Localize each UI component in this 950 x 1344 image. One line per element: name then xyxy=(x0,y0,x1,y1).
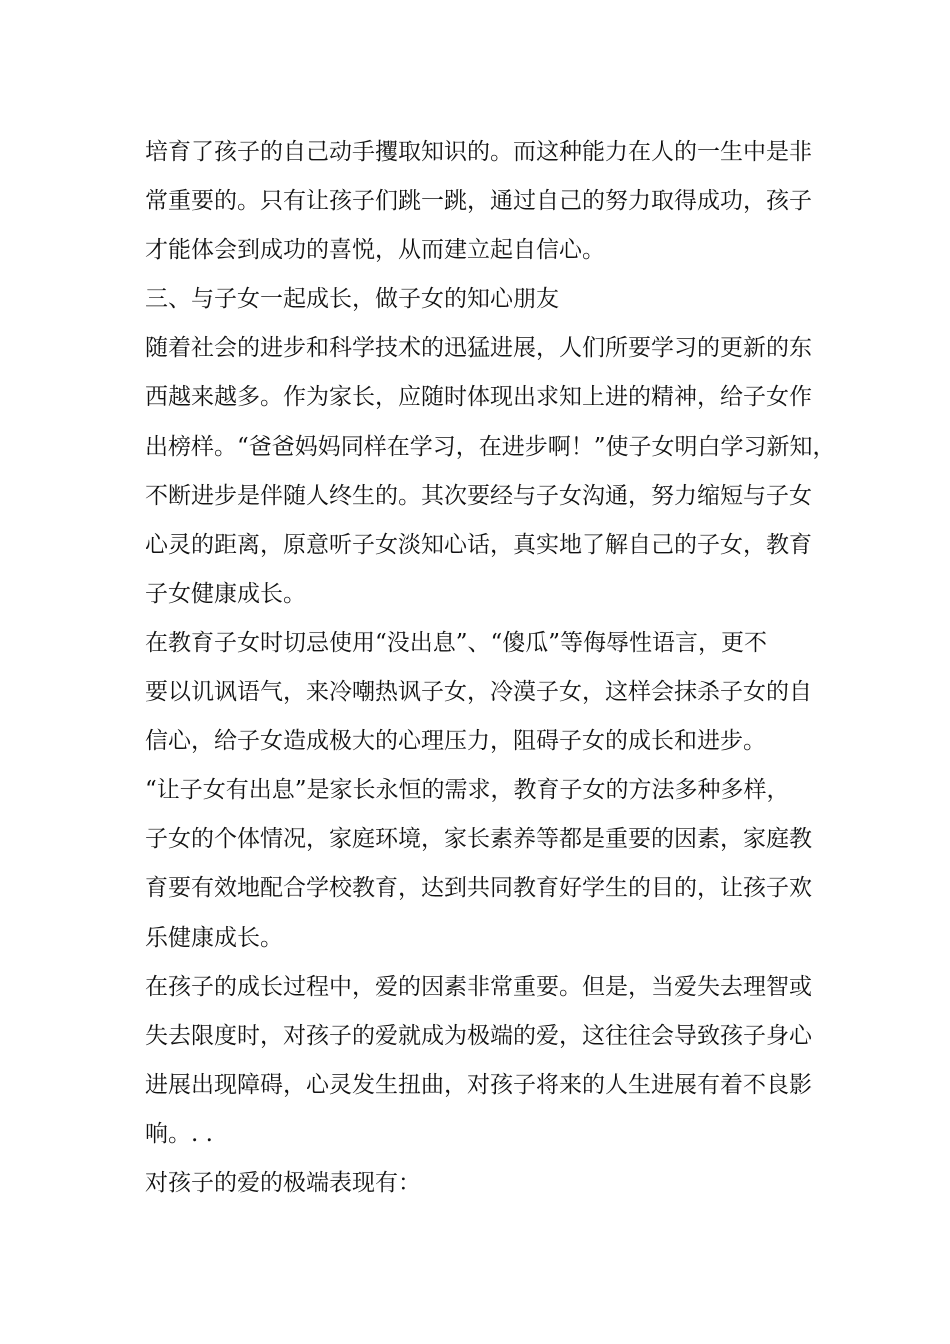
text-line: 在教育子女时切忌使用“没出息”、“傻瓜”等侮辱性语言，更不 xyxy=(145,629,768,656)
text-line: 才能体会到成功的喜悦，从而建立起自信心。 xyxy=(145,237,605,264)
document-body xyxy=(145,128,835,1208)
text-line: 常重要的。只有让孩子们跳一跳，通过自己的努力取得成功，孩子 xyxy=(145,188,812,215)
text-line: 在孩子的成长过程中，爱的因素非常重要。但是，当爱失去理智或 xyxy=(145,973,812,1000)
text-line: 育要有效地配合学校教育，达到共同教育好学生的目的，让孩子欢 xyxy=(145,875,812,902)
text-line: 随着社会的进步和科学技术的迅猛进展，人们所要学习的更新的东 xyxy=(145,335,812,362)
text-line: 响。. . xyxy=(145,1120,213,1147)
text-line: 培育了孩子的自己动手攫取知识的。而这种能力在人的一生中是非 xyxy=(145,139,812,165)
text-line: 子女健康成长。 xyxy=(145,580,306,607)
text-line: 信心，给子女造成极大的心理压力，阻碍子女的成长和进步。 xyxy=(145,728,766,755)
text-line: 失去限度时，对孩子的爱就成为极端的爱，这往往会导致孩子身心 xyxy=(145,1022,812,1049)
text-line: 不断进步是伴随人终生的。其次要经与子女沟通，努力缩短与子女 xyxy=(145,482,812,509)
text-line: 西越来越多。作为家长，应随时体现出求知上进的精神，给子女作 xyxy=(145,384,812,411)
text-line: 乐健康成长。 xyxy=(145,924,283,951)
text-line: 进展出现障碍，心灵发生扭曲，对孩子将来的人生进展有着不良影 xyxy=(145,1071,812,1098)
text-line: “让子女有出息”是家长永恒的需求，教育子女的方法多种多样， xyxy=(145,777,790,804)
text-line: 要以讥讽语气，来冷嘲热讽子女，冷漠子女，这样会抹杀子女的自 xyxy=(145,679,812,706)
text-line: 对孩子的爱的极端表现有： xyxy=(145,1169,421,1196)
text-line: 出榜样。“爸爸妈妈同样在学习，在进步啊！”使子女明白学习新知， xyxy=(145,433,836,460)
text-line: 心灵的距离，原意听子女淡知心话，真实地了解自己的子女，教育 xyxy=(145,531,812,558)
text-line: 子女的个体情况，家庭环境，家长素养等都是重要的因素，家庭教 xyxy=(145,826,812,853)
section-heading: 三、与子女一起成长，做子女的知心朋友 xyxy=(145,286,559,313)
